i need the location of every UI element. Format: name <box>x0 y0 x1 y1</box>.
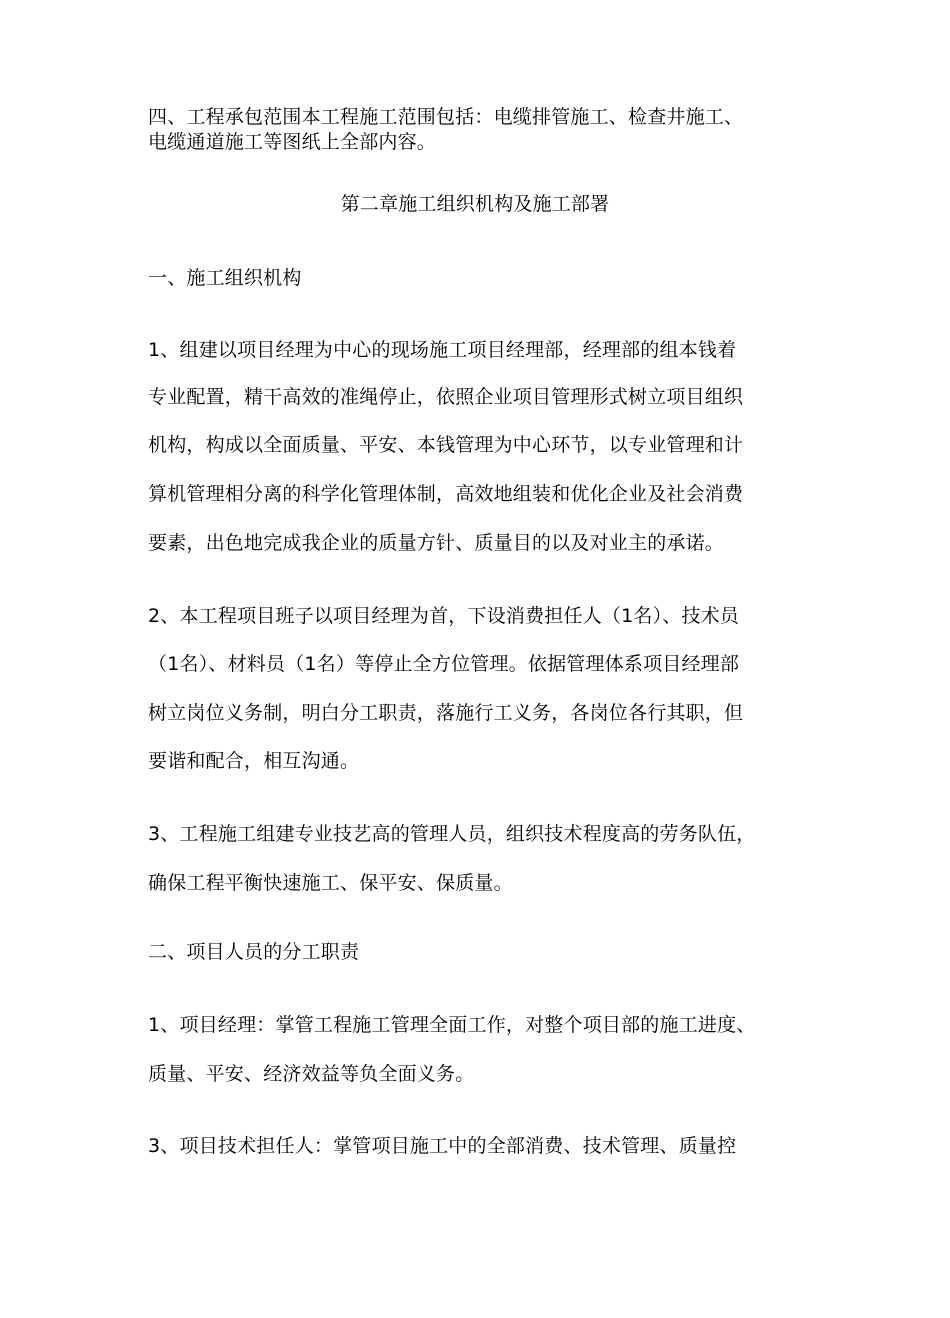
intro-line-2: 电缆通道施工等图纸上全部内容。 <box>148 131 437 153</box>
paragraph-line: 要谐和配合，相互沟通。 <box>148 750 360 772</box>
section-2-heading: 二、项目人员的分工职责 <box>148 941 360 963</box>
paragraph-line: 3、工程施工组建专业技艺高的管理人员，组织技术程度高的劳务队伍， <box>148 823 756 845</box>
paragraph-line: 1、组建以项目经理为中心的现场施工项目经理部，经理部的组本钱着 <box>148 339 737 361</box>
section-1-heading: 一、施工组织机构 <box>148 267 302 289</box>
paragraph-line: 树立岗位义务制，明白分工职责，落施行工义务，各岗位各行其职，但 <box>148 702 744 724</box>
intro-line-1: 四、工程承包范围本工程施工范围包括：电缆排管施工、检查井施工、 <box>148 106 744 128</box>
paragraph-line: 算机管理相分离的科学化管理体制，高效地组装和优化企业及社会消费 <box>148 483 744 505</box>
paragraph-line: 1、项目经理：掌管工程施工管理全面工作，对整个项目部的施工进度、 <box>148 1014 756 1036</box>
paragraph-line: 质量、平安、经济效益等负全面义务。 <box>148 1063 475 1085</box>
paragraph-line: （1名）、材料员（1名）等停止全方位管理。依据管理体系项目经理部 <box>148 653 740 675</box>
paragraph-line: 3、项目技术担任人：掌管项目施工中的全部消费、技术管理、质量控 <box>148 1135 737 1157</box>
paragraph-line: 确保工程平衡快速施工、保平安、保质量。 <box>148 872 513 894</box>
paragraph-line: 要素，出色地完成我企业的质量方针、质量目的以及对业主的承诺。 <box>148 532 725 554</box>
paragraph-line: 2、本工程项目班子以项目经理为首，下设消费担任人（1名）、技术员 <box>148 605 740 627</box>
chapter-title: 第二章施工组织机构及施工部署 <box>340 193 610 215</box>
paragraph-line: 专业配置，精干高效的准绳停止，依照企业项目管理形式树立项目组织 <box>148 386 744 408</box>
paragraph-line: 机构，构成以全面质量、平安、本钱管理为中心环节，以专业管理和计 <box>148 434 744 456</box>
